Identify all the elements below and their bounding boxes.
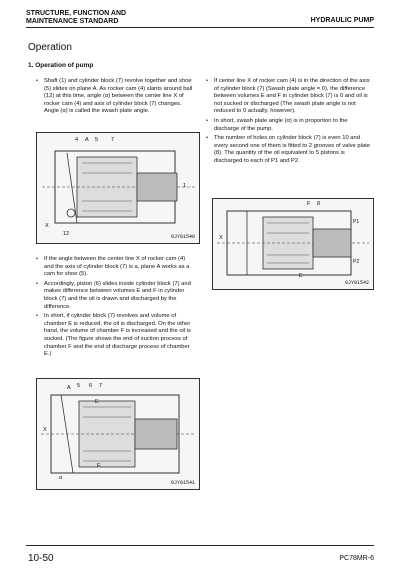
- pump-drawing-1: [37, 133, 199, 243]
- figure-code: 9JY01540: [170, 234, 195, 240]
- right-column-text: [206, 78, 372, 168]
- figure-label: X: [45, 223, 49, 229]
- bullet-paragraph: • If the angle between the center line X of rocker cam (4) and the axis of cylinder block (7) is a, plane A works as a cam for shoe (5).: [36, 256, 196, 279]
- figure-label: A: [85, 137, 89, 143]
- figure-code: 9JY01541: [170, 480, 195, 486]
- figure-label: F: [307, 201, 311, 207]
- pump-cross-section-figure-2: [36, 378, 200, 490]
- header-line-2: MAINTENANCE STANDARD: [26, 18, 119, 25]
- page-number: 10-50: [28, 553, 54, 564]
- pump-drawing-3: [213, 199, 373, 289]
- figure-label: 5: [95, 137, 99, 143]
- bullet-paragraph: • In short, swash plate angle (α) is in proportion to the discharge of the pump.: [206, 118, 372, 133]
- figure-label: F: [97, 463, 101, 469]
- subsection-title: 1. Operation of pump: [28, 62, 94, 69]
- bullet-paragraph: • Shaft (1) and cylinder block (7) revolve together and shoe (5) slides on plane A. As rocker cam (4) slants around ball (12) at this time, angle (α) between the center line X of rocker cam (4) and axis of cylinder block (7) changes. Angle (α) is called the swash plate angle.: [36, 78, 196, 116]
- left-column-top: [36, 78, 196, 118]
- section-title: Operation: [28, 42, 72, 53]
- pump-cross-section-figure-3: [212, 198, 374, 290]
- header-divider: [26, 27, 374, 28]
- figure-label: X: [43, 427, 47, 433]
- figure-label: A: [67, 385, 71, 391]
- pump-cross-section-figure-1: [36, 132, 200, 244]
- bullet-paragraph: • In short, if cylinder block (7) revolves and volume of chamber E is reduced, the oil is discharged. On the other hand, the volume of chamber F is increased and the oil is sucked. (The figure shows the end of suction process of chamber F and the end of discharge process of chamber E.): [36, 313, 196, 359]
- pump-drawing-2: [37, 379, 199, 489]
- figure-label: α: [59, 475, 63, 481]
- figure-label: 1: [183, 183, 187, 189]
- figure-label: 4: [75, 137, 79, 143]
- figure-label: P1: [353, 219, 360, 225]
- figure-label: P2: [353, 259, 360, 265]
- figure-label: 7: [111, 137, 115, 143]
- figure-label: E: [299, 273, 303, 279]
- bullet-paragraph: • If center line X of rocker cam (4) is in the direction of the axis of cylinder block (7) (Swash plate angle = 0), the difference between volumes E and F in cylinder block (7) is 0 and oil is not sucked or discharged (The swash plate angle is not reduced to 0 actually, however).: [206, 78, 372, 116]
- footer-divider: [26, 545, 374, 546]
- figure-label: 12: [63, 231, 70, 237]
- figure-code: 9JY01542: [344, 280, 369, 286]
- header-line-1: STRUCTURE, FUNCTION AND: [26, 10, 127, 17]
- header-section-label: [26, 10, 126, 26]
- figure-label: 7: [99, 383, 103, 389]
- header-component-label: HYDRAULIC PUMP: [310, 17, 374, 24]
- figure-label: 5: [77, 383, 81, 389]
- model-number: PC78MR-6: [339, 555, 374, 562]
- figure-label: X: [219, 235, 223, 241]
- bullet-paragraph: • Accordingly, piston (6) slides inside cylinder block (7) and makes difference between volumes E and F in cylinder block (7) and the oil is drawn and discharged by the difference.: [36, 281, 196, 311]
- left-column-middle: [36, 256, 196, 361]
- figure-label: E: [95, 399, 99, 405]
- figure-label: 8: [317, 201, 321, 207]
- figure-label: 6: [89, 383, 93, 389]
- bullet-paragraph: • The number of holes on cylinder block (7) is even 10 and every second one of them is fitted to 2 grooves of valve plate (8). The quantity of the oil equivalent to 5 pistons is discharged to each of P1 and P2.: [206, 135, 372, 165]
